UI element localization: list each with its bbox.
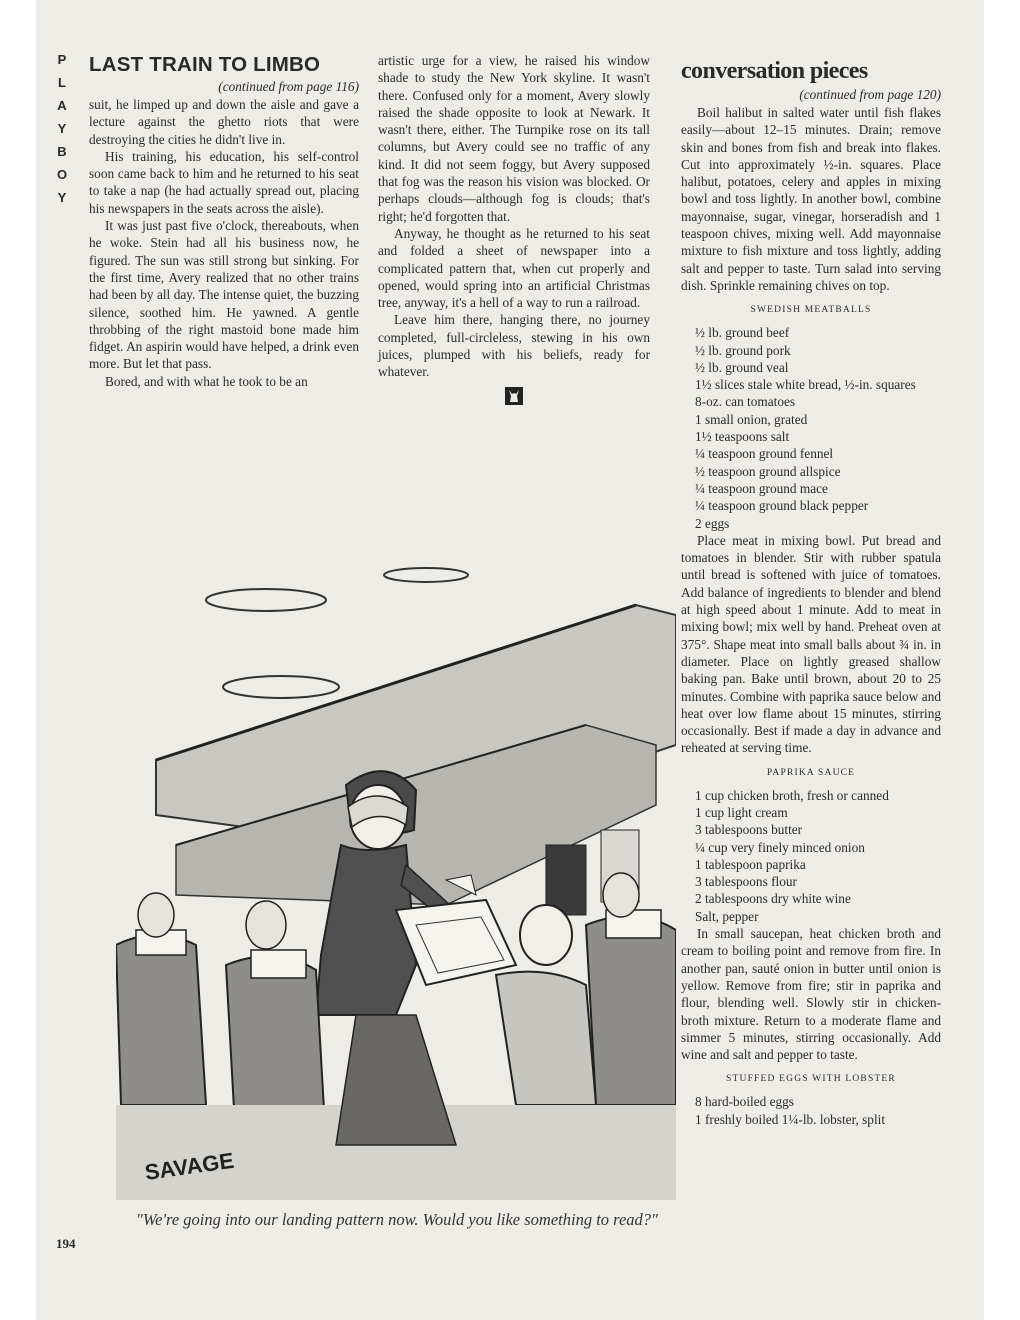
magazine-name-vertical xyxy=(52,48,72,209)
story-paragraph: suit, he limped up and down the aisle and gave a lecture against the ghetto riots that were destroying the cities he didn't live in. xyxy=(89,97,359,147)
ingredient-item: 1 freshly boiled 1¼-lb. lobster, split xyxy=(695,1111,886,1127)
ingredient-item: Salt, pepper xyxy=(695,908,759,924)
magazine-letter: Y xyxy=(57,190,67,205)
halo-ring xyxy=(206,589,326,611)
story-paragraph: It was just past five o'clock, thereabouts, when he woke. Stein had all his business now, he figured. The sun was still strong but sinking. For the first time, Avery realized that no other trains had been by all day. The intense quiet, the buzzing silence, soothed him. He yawned. A gentle throbbing of the right mastoid bone made him fidget. An aspirin would have helped, a drink even more. But let that pass. xyxy=(89,218,359,372)
page-number: 194 xyxy=(56,1236,76,1251)
rabbit-endmark-icon xyxy=(505,387,523,405)
cabin-window xyxy=(546,845,586,915)
story-title: LAST TRAIN TO LIMBO xyxy=(89,53,321,76)
passenger-figure xyxy=(496,905,596,1105)
halo-ring xyxy=(384,568,468,582)
ingredient-item: ½ lb. ground pork xyxy=(695,342,791,358)
story-continued-note: (continued from page 116) xyxy=(218,79,359,94)
magazine-page xyxy=(36,0,984,1320)
recipe-heading-stuffed-eggs: STUFFED EGGS WITH LOBSTER xyxy=(726,1074,896,1085)
ingredient-item: ¼ cup very finely minced onion xyxy=(695,839,865,855)
ingredient-item: ¼ teaspoon ground fennel xyxy=(695,446,834,462)
ingredient-item: 1 cup chicken broth, fresh or canned xyxy=(695,787,889,803)
magazine-letter: P xyxy=(57,52,67,67)
ingredient-item: 2 tablespoons dry white wine xyxy=(695,891,851,907)
recipe-heading-meatballs: SWEDISH MEATBALLS xyxy=(750,305,872,316)
ingredient-item: 2 eggs xyxy=(695,515,730,531)
magazine-letter: L xyxy=(58,75,66,90)
ingredient-list-stuffed-eggs xyxy=(681,1093,941,1128)
story-paragraph: Anyway, he thought as he returned to his seat and folded a sheet of newspaper into a complicated pattern that, when cut properly and opened, would spring into an artificial Christmas tree, anyway, it's a hell of a way to run a railroad. xyxy=(378,225,650,311)
story-paragraph: artistic urge for a view, he raised his window shade to study the New York skyline. It wasn't there. Confused only for a moment, Avery slowly raised the shade opposite to look at Newark. It wasn't there, either. The Turnpike rose on its tall columns, but Avery could see no traffic of any kind. It did not seem foggy, but Avery supposed that fog was the reason his vision was blocked. Or perhaps clouds—although fog is clouds; that's right; he'd forgotten that. xyxy=(378,53,650,224)
story-paragraph: Leave him there, hanging there, no journey completed, full-circleless, stewing in his own juices, plumped with his beliefs, ready for whatever. xyxy=(378,312,650,380)
ingredient-item: ½ teaspoon ground allspice xyxy=(695,463,841,479)
story-paragraph: Bored, and with what he took to be an xyxy=(105,373,308,389)
ingredient-item: 8 hard-boiled eggs xyxy=(695,1094,794,1110)
ingredient-item: 1 small onion, grated xyxy=(695,411,808,427)
recipe-intro-paragraph: Boil halibut in salted water until fish flakes easily—about 12–15 minutes. Drain; remove skin and bones from fish and break into flakes. Cut into approximately ½-in. squares. Place halibut, potatoes, celery and apples in mixing bowl and toss lightly. In another bowl, combine mayonnaise, sugar, vinegar, horseradish and 1 teaspoon chives, mixing well. Add mayonnaise mixture to fish mixture and toss lightly, adding salt and pepper to taste. Turn salad into serving dish. Sprinkle remaining chives on top. xyxy=(681,105,941,293)
magazine-letter: O xyxy=(56,167,68,182)
cartoon-caption: "We're going into our landing pattern now. Would you like something to read?" xyxy=(136,1210,658,1229)
recipe-continued-note: (continued from page 120) xyxy=(799,87,941,102)
recipe-column xyxy=(681,56,941,1128)
magazine-letter: A xyxy=(57,98,67,113)
ingredient-item: ½ lb. ground beef xyxy=(695,325,790,341)
ingredient-item: 1 tablespoon paprika xyxy=(695,856,806,872)
ingredient-item: 3 tablespoons flour xyxy=(695,874,797,890)
ingredient-item: ¼ teaspoon ground mace xyxy=(695,480,828,496)
ingredient-item: 3 tablespoons butter xyxy=(695,822,803,838)
ingredient-item: ½ lb. ground veal xyxy=(695,359,789,375)
story-column-1 xyxy=(89,52,359,390)
recipe-method-meatballs: Place meat in mixing bowl. Put bread and tomatoes in blender. Stir with rubber spatula until bread is softened with juice of tomatoes. Add balance of ingredients to blender and blend at high speed about 1 minute. Add to meat in mixing bowl; mix well by hand. Preheat oven at 375°. Shape meat into small balls about ¾ in. in diameter. Place on lightly greased shallow baking pan. Bake until brown, about 20 to 25 minutes. Combine with paprika sauce below and heat over low flame about 15 minutes, stirring occasionally. Best if made a day in advance and reheated at serving time. xyxy=(681,532,941,756)
ingredient-item: ¼ teaspoon ground black pepper xyxy=(695,498,869,514)
halo-ring xyxy=(223,676,339,698)
story-paragraph: His training, his education, his self-control soon came back to him and he returned to his seat to take a nap (he had actually spread out, placing his newspapers in the seats across the aisle). xyxy=(89,148,359,216)
cartoon-illustration xyxy=(116,545,676,1200)
ingredient-list-paprika-sauce xyxy=(681,787,941,925)
ingredient-item: 8-oz. can tomatoes xyxy=(695,394,796,410)
magazine-letter: B xyxy=(57,144,67,159)
story-column-2 xyxy=(378,52,650,405)
magazine-letter: Y xyxy=(57,121,67,136)
ingredient-item: 1½ slices stale white bread, ½-in. squares xyxy=(695,377,916,393)
recipe-heading-paprika-sauce: PAPRIKA SAUCE xyxy=(766,767,856,778)
ingredient-item: 1 cup light cream xyxy=(695,804,788,820)
cartoon-signature: SAVAGE xyxy=(143,1147,236,1185)
recipe-method-paprika-sauce: In small saucepan, heat chicken broth and cream to boiling point and remove from fire. In another pan, sauté onion in butter until onion is yellow. Remove from fire; stir in paprika and flour, blending well. Slowly stir in chicken-broth mixture. Return to a moderate flame and simmer 5 minutes, stirring occasionally. Add wine and salt and pepper to taste. xyxy=(681,926,941,1063)
ingredient-item: 1½ teaspoons salt xyxy=(695,429,790,445)
ingredient-list-meatballs xyxy=(681,324,941,532)
recipe-section-title: conversation pieces xyxy=(681,58,868,84)
